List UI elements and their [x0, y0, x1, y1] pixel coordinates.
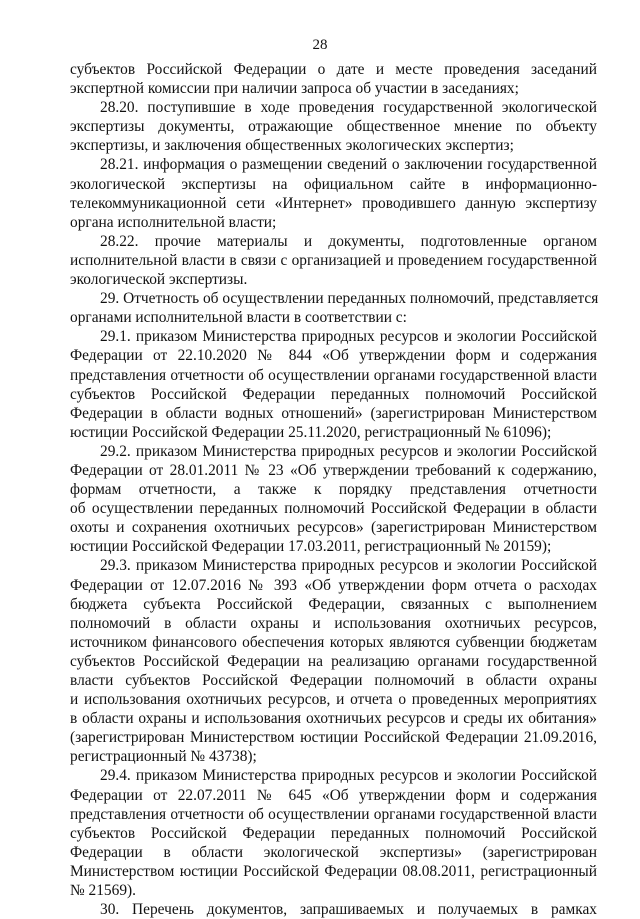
text-line: экологической экспертизы.: [70, 271, 248, 289]
text-line: власти субъектов Российской Федерации полномочий в области охраны: [70, 672, 597, 689]
text-line: регистрационный № 43738);: [70, 748, 257, 766]
page-number: 28: [312, 37, 328, 53]
text-line: экологической экспертизы на официальном сайте в информационно-: [70, 175, 597, 193]
text-line: 29. Отчетность об осуществлении переданных полномочий, представляется: [100, 290, 599, 308]
text-line: полномочий в области охраны и использования охотничьих ресурсов,: [70, 614, 597, 632]
text-line: органа исполнительной власти;: [70, 213, 277, 231]
text-line: 28.22. прочие материалы и документы, подготовленные органом: [100, 232, 597, 250]
text-line: 29.4. приказом Министерства природных ресурсов и экологии Российской: [100, 767, 597, 785]
text-line: исполнительной власти в связи с организацией и проведением государственной: [70, 251, 597, 269]
text-line: Федерации от 12.07.2016 № 393 «Об утверждении форм отчета о расходах: [70, 576, 597, 594]
text-line: телекоммуникационной сети «Интернет» проводившего данную экспертизу: [70, 194, 597, 212]
text-line: представления отчетности об осуществлении органами государственной власти: [70, 366, 597, 384]
text-line: Федерации от 22.07.2011 № 645 «Об утверждении форм и содержания: [70, 786, 597, 804]
text-line: 29.3. приказом Министерства природных ресурсов и экологии Российской: [100, 557, 597, 575]
text-line: формам отчетности, а также к порядку представления отчетности: [70, 481, 597, 499]
text-line: Федерации от 28.01.2011 № 23 «Об утверждении требований к содержанию,: [70, 461, 597, 479]
text-line: экспертной комиссии при наличии запроса об участии в заседаниях;: [70, 80, 519, 98]
text-line: 30. Перечень документов, запрашиваемых и получаемых в рамках: [100, 901, 597, 919]
text-line: (зарегистрирован Министерством юстиции Российской Федерации 21.09.2016,: [70, 729, 597, 747]
text-line: об осуществлении переданных полномочий Российской Федерации в области: [70, 500, 597, 518]
text-line: Министерством юстиции Российской Федерации 08.08.2011, регистрационный: [70, 862, 597, 880]
text-line: источником финансового обеспечения которых являются субвенции бюджетам: [70, 633, 597, 651]
text-line: юстиции Российской Федерации 25.11.2020, регистрационный № 61096);: [70, 423, 552, 441]
text-line: № 21569).: [70, 882, 136, 900]
text-line: органами исполнительной власти в соответствии с:: [70, 309, 407, 327]
text-line: 29.2. приказом Министерства природных ресурсов и экологии Российской: [100, 442, 597, 460]
text-line: 29.1. приказом Министерства природных ресурсов и экологии Российской: [100, 328, 597, 346]
text-line: юстиции Российской Федерации 17.03.2011, регистрационный № 20159);: [70, 538, 552, 556]
text-line: и использования охотничьих ресурсов, и отчета о проведенных мероприятиях: [70, 691, 597, 709]
text-line: 28.21. информация о размещении сведений о заключении государственной: [100, 156, 597, 174]
text-line: субъектов Российской Федерации переданных полномочий Российской: [70, 824, 597, 842]
text-line: в области охраны и использования охотничьих ресурсов и среды их обитания»: [70, 710, 597, 728]
text-line: субъектов Российской Федерации переданных полномочий Российской: [70, 385, 597, 403]
text-line: экспертизы документы, отражающие общественное мнение по объекту: [70, 118, 597, 136]
text-line: бюджета субъекта Российской Федерации, связанных с выполнением: [70, 595, 597, 613]
text-line: субъектов Российской Федерации о дате и месте проведения заседаний: [70, 61, 597, 78]
text-line: Федерации от 22.10.2020 № 844 «Об утверждении форм и содержания: [70, 347, 597, 365]
text-line: экспертизы, и заключения общественных экологических экспертиз;: [70, 137, 514, 155]
text-line: представления отчетности об осуществлении органами государственной власти: [70, 805, 597, 823]
document-body: [70, 60, 597, 919]
text-line: охоты и сохранения охотничьих ресурсов» (зарегистрирован Министерством: [70, 519, 597, 537]
text-line: субъектов Российской Федерации на реализацию органами государственной: [70, 652, 597, 670]
text-line: Федерации в области водных отношений» (зарегистрирован Министерством: [70, 404, 597, 422]
text-line: Федерации в области экологической экспертизы» (зарегистрирован: [70, 843, 597, 861]
text-line: 28.20. поступившие в ходе проведения государственной экологической: [100, 99, 597, 117]
